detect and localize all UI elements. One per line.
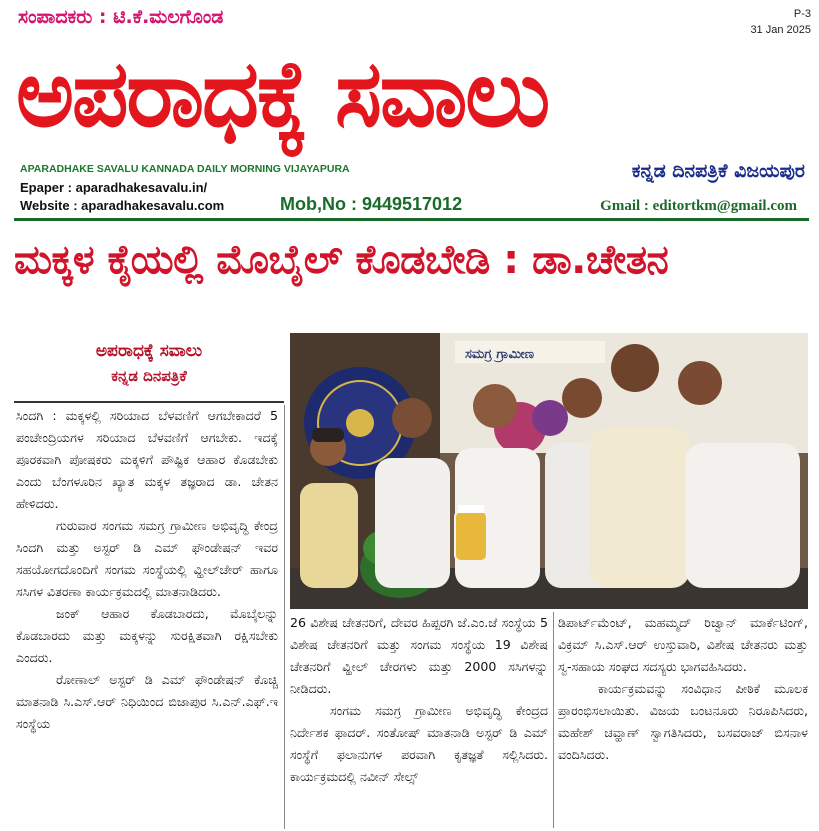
article-headline: ಮಕ್ಕಳ ಕೈಯಲ್ಲಿ ಮೊಬೈಲ್ ಕೊಡಬೇಡಿ : ಡಾ.ಚೇತನ bbox=[14, 237, 669, 283]
article-column-middle bbox=[290, 612, 548, 828]
masthead-divider bbox=[14, 218, 809, 221]
article-column-right bbox=[558, 612, 808, 828]
paragraph: ಜಂಕ್ ಆಹಾರ ಕೊಡಬಾರದು, ಮೊಬೈಲನ್ನು ಕೊಡಬಾರದು ಮತ್ತು ಮಕ್ಕಳನ್ನು ಸುರಕ್ಷಿತವಾಗಿ ರಕ್ಷಿಸಬೇಕು ಎಂದರು. bbox=[16, 606, 278, 665]
masthead-text: ಅಪರಾಧಕ್ಕೆ ಸವಾಲು bbox=[16, 39, 549, 148]
photo-banner-text: ಸಮಗ್ರ ಗ್ರಾಮೀಣ bbox=[465, 347, 534, 362]
subtitle-english: APARADHAKE SAVALU KANNADA DAILY MORNING VIJAYAPURA bbox=[20, 163, 350, 175]
paragraph: ಡಿಪಾರ್ಟ್‌ಮೆಂಟ್, ಮಹಮ್ಮದ್ ರಿಜ್ವಾನ್ ಮಾರ್ಕೆಟಿಂಗ್, ವಿಕ್ರಮ್ ಸಿ.ಎಸ್.ಆರ್ ಉಸ್ತುವಾರಿ, ವಿಶೇಷ ಚೇತನರು ಮತ್ತು ಸ್ವ-ಸಹಾಯ ಸಂಘದ ಸದಸ್ಯರು ಭಾಗವಹಿಸಿದರು. bbox=[558, 615, 808, 674]
page-number: P-3 bbox=[793, 8, 811, 20]
paragraph: ರೋಣಾಲ್ ಅಸ್ಟರ್ ಡಿ ಎಮ್ ಫೌಂಡೇಷನ್ ಕೊಚ್ಚಿ ಮಾತನಾಡಿ ಸಿ.ಎಸ್.ಆರ್ ನಿಧಿಯಿಂದ ಬಿಜಾಪುರ ಸಿ.ಎನ್.ಎಫ್.ಇ ಸಂಸ್ಥೆಯ bbox=[16, 672, 278, 731]
brand-line-1: ಅಪರಾಧಕ್ಕೆ ಸವಾಲು bbox=[95, 341, 203, 361]
article-photo bbox=[290, 333, 808, 609]
subtitle-kannada: ಕನ್ನಡ ದಿನಪತ್ರಿಕೆ ವಿಜಯಪುರ bbox=[631, 160, 805, 182]
column-divider bbox=[553, 612, 554, 828]
column-divider bbox=[284, 405, 285, 829]
paragraph: ಸಂಗಮ ಸಮಗ್ರ ಗ್ರಾಮೀಣ ಅಭಿವೃದ್ಧಿ ಕೇಂದ್ರದ ನಿರ್ದೇಶಕ ಫಾದರ್. ಸಂತೋಷ್ ಮಾತನಾಡಿ ಅಸ್ಟರ್ ಡಿ ಎಮ್ ಸಂಸ್ಥೆಗೆ ಫಲಾನುಗಳ ಪರವಾಗಿ ಕೃತಜ್ಞತೆ ಸಲ್ಲಿಸಿದರು. ಕಾರ್ಯಕ್ರಮದಲ್ಲಿ ನವೀನ್ ಸೇಲ್ಸ್ bbox=[290, 703, 548, 784]
page-date: 31 Jan 2025 bbox=[750, 24, 811, 36]
brand-line-2: ಕನ್ನಡ ದಿನಪತ್ರಿಕೆ bbox=[111, 367, 187, 385]
email-contact[interactable]: Gmail : editortkm@gmail.com bbox=[600, 198, 797, 214]
paragraph: 26 ವಿಶೇಷ ಚೇತನರಿಗೆ, ದೇವರ ಹಿಪ್ಪರಗಿ ಜೆ.ಎಂ.ಜೆ ಸಂಸ್ಥೆಯ 5 ವಿಶೇಷ ಚೇತನರಿಗೆ ಮತ್ತು ಸಂಗಮ ಸಂಸ್ಥೆಯ 19 ವಿಶೇಷ ಚೇತನರಿಗೆ ವ್ಹೀಲ್ ಚೇರಗಳು ಮತ್ತು 2000 ಸಸಿಗಳನ್ನು ನೀಡಿದರು. bbox=[290, 615, 548, 696]
editor-line: ಸಂಪಾದಕರು : ಟಿ.ಕೆ.ಮಲಗೊಂಡ bbox=[18, 6, 224, 28]
photo-illustration bbox=[290, 333, 808, 609]
paragraph: ಸಿಂದಗಿ : ಮಕ್ಕಳಲ್ಲಿ ಸರಿಯಾದ ಬೆಳವಣಿಗೆ ಆಗಬೇಕಾದರೆ 5 ಪಂಚೇಂದ್ರಿಯಗಳ ಸರಿಯಾದ ಬೆಳವಣಿಗೆ ಆಗಬೇಕು. ಇದಕ್ಕೆ ಪೂರಕವಾಗಿ ಪೋಷಕರು ಮಕ್ಕಳಿಗೆ ಪೌಷ್ಟಿಕ ಆಹಾರ ಕೊಡಬೇಕು ಎಂದು ಬೆಂಗಳೂರಿನ ಖ್ಯಾತ ಮಕ್ಕಳ ತಜ್ಞರಾದ ಡಾ. ಚೇತನ ಹೇಳಿದರು. bbox=[16, 408, 278, 511]
website-link[interactable]: Website : aparadhakesavalu.com bbox=[20, 198, 225, 213]
mobile-number: Mob,No : 9449517012 bbox=[280, 194, 463, 214]
article-column-left bbox=[16, 405, 278, 829]
masthead-title bbox=[16, 30, 806, 158]
brand-box bbox=[14, 322, 284, 404]
paragraph: ಕಾರ್ಯಕ್ರಮವನ್ನು ಸಂವಿಧಾನ ಪೀಠಿಕೆ ಮೂಲಕ ಪ್ರಾರಂಭಿಸಲಾಯಿತು. ವಿಜಯ ಬಂಟನೂರು ನಿರೂಪಿಸಿದರು, ಮಹೇಶ್ ಚವ್ಹಾಣ್ ಸ್ವಾಗತಿಸಿದರು, ಬಸವರಾಜ್ ಬಿಸನಾಳ ವಂದಿಸಿದರು. bbox=[558, 681, 808, 762]
paragraph: ಗುರುವಾರ ಸಂಗಮ ಸಮಗ್ರ ಗ್ರಾಮೀಣ ಅಭಿವೃದ್ಧಿ ಕೇಂದ್ರ ಸಿಂದಗಿ ಮತ್ತು ಅಸ್ಟರ್ ಡಿ ಎಮ್ ಫೌಂಡೇಷನ್ ಇವರ ಸಹಯೋಗದೊಂದಿಗೆ ಸಂಗಮ ಸಂಸ್ಥೆಯಲ್ಲಿ ವ್ಹೀಲ್‌ಚೇರ್ ಹಾಗೂ ಸಸಿಗಳ ವಿತರಣಾ ಕಾರ್ಯಕ್ರಮದಲ್ಲಿ ಮಾತನಾಡಿದರು. bbox=[16, 518, 278, 599]
epaper-link[interactable]: Epaper : aparadhakesavalu.in/ bbox=[20, 180, 208, 195]
brand-divider bbox=[14, 401, 284, 403]
